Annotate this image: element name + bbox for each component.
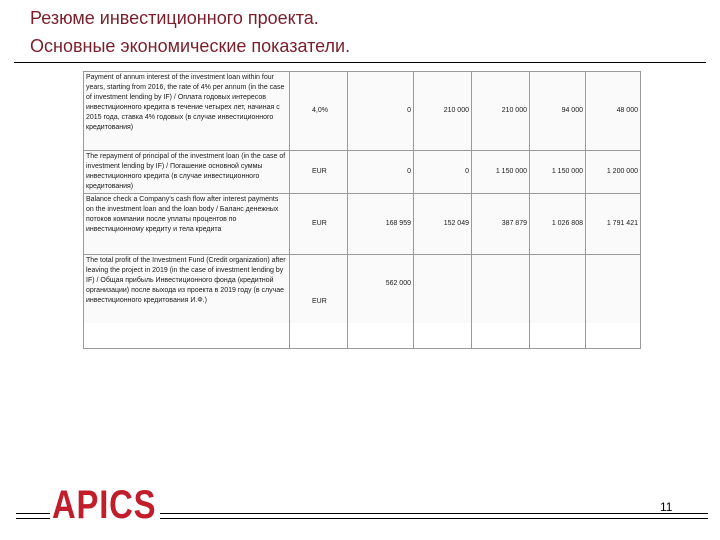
table-cell: 210 000 (472, 72, 530, 151)
table-cell: 1 791 421 (586, 194, 641, 255)
slide-title-line-1: Резюме инвестиционного проекта. (30, 8, 319, 28)
table-cell (414, 255, 472, 349)
table-row (84, 72, 641, 151)
slide-title (30, 4, 350, 60)
table-cell: 48 000 (586, 72, 641, 151)
table-row (84, 255, 641, 349)
row-label: Balance check a Company's cash flow after interest payments on the investment loan and the loan body / Баланс денежных потоков компании после уплаты процентов по инвестиционному кредиту и тела кредита (84, 194, 290, 255)
table-cell: 210 000 (414, 72, 472, 151)
table-cell (586, 255, 641, 349)
table-cell: 168 959 (348, 194, 414, 255)
table-cell: 1 200 000 (586, 151, 641, 194)
page-number: 11 (660, 500, 673, 514)
row-label: The total profit of the Investment Fund (Credit organization) after leaving the project in 2019 (in the case of investment lending by IF) / Общая прибыль Инвестиционного фонда (кредитной организации) после выхода из проекта в 2019 году (в случае инвестиционного кредитования И.Ф.) (84, 255, 290, 349)
table-row (84, 194, 641, 255)
table-cell: 1 150 000 (530, 151, 586, 194)
row-unit: 4,0% (290, 72, 348, 151)
footer-rule-left (16, 513, 50, 519)
table-cell: 0 (348, 151, 414, 194)
table-cell: 152 049 (414, 194, 472, 255)
row-label: Payment of annum interest of the investment loan within four years, starting from 2016, the rate of 4% per annum (in the case of investment lending by IF) / Оплата годовых интересов инвестиционного кредита в течение четырех лет, начиная с 2015 года, ставка 4% годовых (в случае инвестиционного кредитования) (84, 72, 290, 151)
title-divider (14, 62, 706, 63)
row-label: The repayment of principal of the investment loan (in the case of investment lending by IF) / Погашение основной суммы инвестиционного кредита (в случае инвестиционного кредитования) (84, 151, 290, 194)
apics-logo: APICS (52, 483, 157, 527)
slide-title-line-2: Основные экономические показатели. (30, 36, 351, 56)
row-unit: EUR (290, 151, 348, 194)
table-cell: 1 150 000 (472, 151, 530, 194)
table-row (84, 151, 641, 194)
row-unit: EUR (290, 255, 348, 349)
row-unit: EUR (290, 194, 348, 255)
table-cell: 0 (348, 72, 414, 151)
table-cell: 562 000 (348, 255, 414, 349)
table-cell (472, 255, 530, 349)
table-cell: 387 879 (472, 194, 530, 255)
table-cell: 0 (414, 151, 472, 194)
table-cell: 94 000 (530, 72, 586, 151)
indicators-table (83, 71, 641, 349)
table-cell: 1 026 808 (530, 194, 586, 255)
indicators-table-image (83, 71, 640, 323)
table-cell (530, 255, 586, 349)
footer-rule-right (160, 513, 708, 519)
